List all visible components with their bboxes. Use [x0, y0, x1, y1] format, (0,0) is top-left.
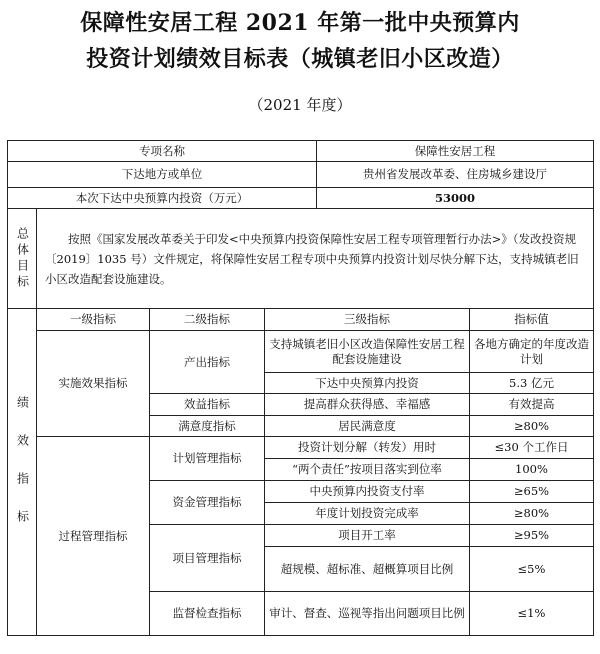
- level3-cell: 提高群众获得感、幸福感: [265, 394, 470, 416]
- amount-row: [8, 188, 594, 209]
- indicator-header-row: [8, 309, 594, 331]
- amount-label: 本次下达中央预算内投资（万元）: [8, 188, 317, 209]
- value-cell: ≥80%: [470, 416, 594, 437]
- level3-cell: 下达中央预算内投资: [265, 373, 470, 394]
- level1-process: 过程管理指标: [37, 437, 150, 636]
- project-name-value: 保障性安居工程: [317, 141, 594, 162]
- performance-target-table: [7, 140, 594, 636]
- value-cell: ≥95%: [470, 525, 594, 547]
- level2-funds: 资金管理指标: [150, 481, 265, 525]
- amount-value: 53000: [317, 188, 594, 209]
- level3-cell: 投资计划分解（转发）用时: [265, 437, 470, 459]
- level2-plan: 计划管理指标: [150, 437, 265, 481]
- value-cell: 5.3 亿元: [470, 373, 594, 394]
- unit-value: 贵州省发展改革委、住房城乡建设厅: [317, 162, 594, 188]
- document-year: （2021 年度）: [248, 96, 352, 114]
- level3-cell: “两个责任”按项目落实到位率: [265, 459, 470, 481]
- level2-project: 项目管理指标: [150, 525, 265, 592]
- value-cell: 100%: [470, 459, 594, 481]
- table-row: [8, 437, 594, 459]
- value-cell: ≥80%: [470, 503, 594, 525]
- level2-output: 产出指标: [150, 331, 265, 394]
- value-cell: ≤30 个工作日: [470, 437, 594, 459]
- value-cell: ≥65%: [470, 481, 594, 503]
- level2-benefit: 效益指标: [150, 394, 265, 416]
- document-title-line2: 投资计划绩效目标表（城镇老旧小区改造）: [86, 46, 514, 72]
- goal-text: 按照《国家发展改革委关于印发<中央预算内投资保障性安居工程专项管理暂行办法>》（发改投资规〔2019〕1035 号）文件规定，将保障性安居工程专项中央预算内投资计划尽快分解下达，支持城镇老旧小区改造配套设施建设。: [37, 209, 594, 309]
- header-level3: 三级指标: [265, 309, 470, 331]
- unit-row: [8, 162, 594, 188]
- header-value: 指标值: [470, 309, 594, 331]
- level3-cell: 居民满意度: [265, 416, 470, 437]
- value-cell: 各地方确定的年度改造计划: [470, 331, 594, 373]
- level2-satisfaction: 满意度指标: [150, 416, 265, 437]
- level3-cell: 年度计划投资完成率: [265, 503, 470, 525]
- table-row: [8, 331, 594, 373]
- level3-cell: 支持城镇老旧小区改造保障性安居工程配套设施建设: [265, 331, 470, 373]
- level3-cell: 项目开工率: [265, 525, 470, 547]
- value-cell: ≤1%: [470, 592, 594, 636]
- header-level2: 二级指标: [150, 309, 265, 331]
- level1-effect: 实施效果指标: [37, 331, 150, 437]
- project-name-label: 专项名称: [8, 141, 317, 162]
- unit-label: 下达地方或单位: [8, 162, 317, 188]
- goal-label: 总体目标: [8, 209, 37, 309]
- document-title-line1: 保障性安居工程 2021 年第一批中央预算内: [80, 10, 520, 36]
- level2-supervision: 监督检查指标: [150, 592, 265, 636]
- project-name-row: [8, 141, 594, 162]
- level3-cell: 中央预算内投资支付率: [265, 481, 470, 503]
- level3-cell: 审计、督查、巡视等指出问题项目比例: [265, 592, 470, 636]
- value-cell: ≤5%: [470, 547, 594, 592]
- level3-cell: 超规模、超标准、超概算项目比例: [265, 547, 470, 592]
- indicators-label: 绩效指标: [8, 309, 37, 636]
- value-cell: 有效提高: [470, 394, 594, 416]
- goal-row: [8, 209, 594, 309]
- header-level1: 一级指标: [37, 309, 150, 331]
